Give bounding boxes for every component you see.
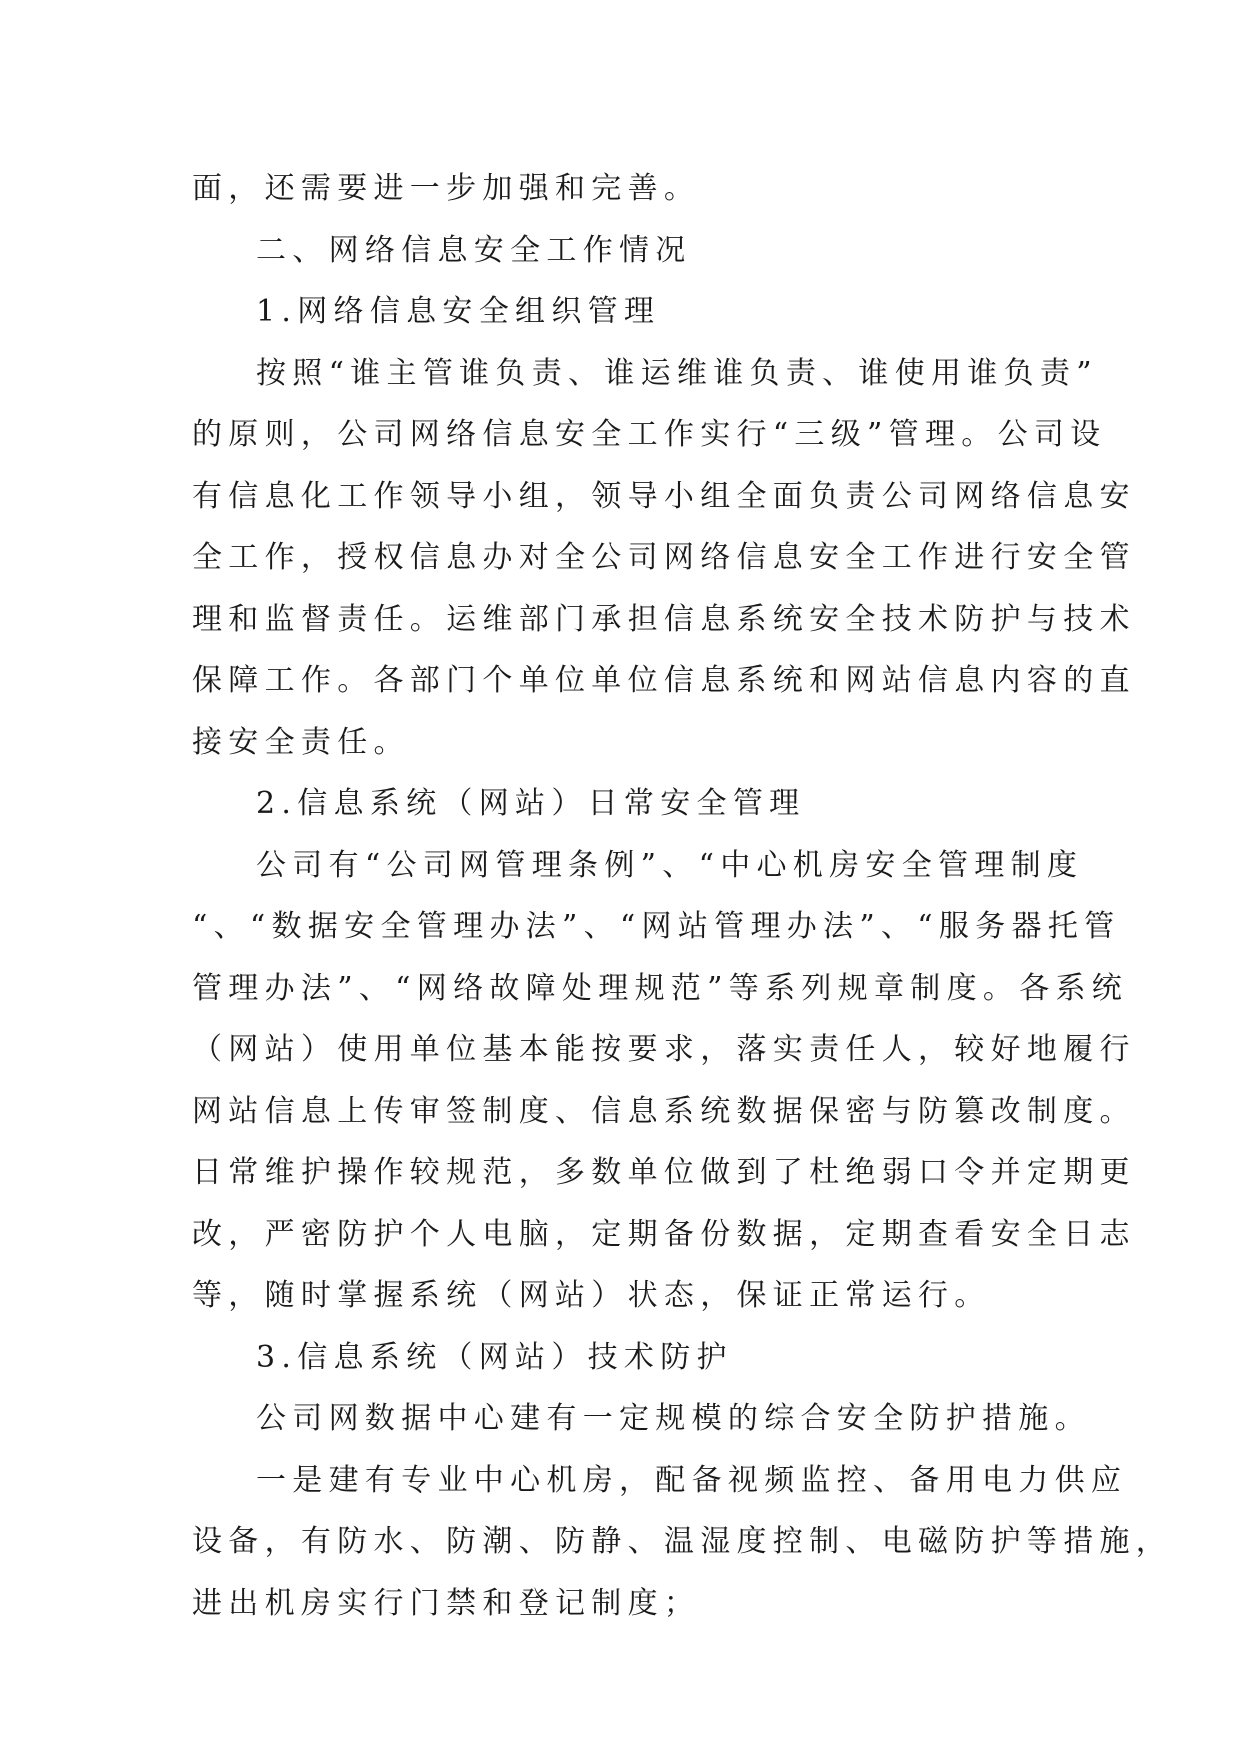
- text-line: 按照“谁主管谁负责、谁运维谁负责、谁使用谁负责”: [256, 355, 1098, 391]
- text-line: 进出机房实行门禁和登记制度；: [192, 1585, 701, 1621]
- text-line: 公司有“公司网管理条例”、“中心机房安全管理制度: [256, 847, 1084, 883]
- text-line: 日常维护操作较规范，多数单位做到了杜绝弱口令并定期更: [192, 1155, 1136, 1190]
- text-line: 的原则，公司网络信息安全工作实行“三级”管理。公司设: [192, 417, 1107, 452]
- text-line: 公司网数据中心建有一定规模的综合安全防护措施。: [256, 1401, 1091, 1436]
- text-line: 管理办法”、“网络故障处理规范”等系列规章制度。各系统: [192, 970, 1129, 1006]
- subsection-heading: 3.信息系统（网站）技术防护: [256, 1339, 733, 1375]
- text-line: “、“数据安全管理办法”、“网站管理办法”、“服务器托管: [192, 909, 1121, 944]
- subsection-heading: 1.网络信息安全组织管理: [256, 294, 661, 329]
- text-line: 全工作，授权信息办对全公司网络信息安全工作进行安全管: [192, 540, 1136, 575]
- text-line: 保障工作。各部门个单位单位信息系统和网站信息内容的直: [192, 663, 1136, 698]
- text-line: 改，严密防护个人电脑，定期备份数据，定期查看安全日志: [192, 1216, 1136, 1252]
- text-line: 一是建有专业中心机房，配备视频监控、备用电力供应: [256, 1462, 1128, 1498]
- text-line: （网站）使用单位基本能按要求，落实责任人，较好地履行: [192, 1032, 1136, 1067]
- text-line: 接安全责任。: [192, 724, 410, 760]
- text-line: 有信息化工作领导小组，领导小组全面负责公司网络信息安: [192, 478, 1136, 514]
- text-line: 理和监督责任。运维部门承担信息系统安全技术防护与技术: [192, 601, 1136, 637]
- text-line: 网站信息上传审签制度、信息系统数据保密与防篡改制度。: [192, 1093, 1136, 1129]
- section-heading: 二、网络信息安全工作情况: [256, 232, 692, 268]
- document-body: [192, 158, 1173, 1634]
- text-line: 等，随时掌握系统（网站）状态，保证正常运行。: [192, 1278, 991, 1313]
- text-line: 面，还需要进一步加强和完善。: [192, 171, 701, 206]
- text-line: 设备，有防水、防潮、防静、温湿度控制、电磁防护等措施，: [192, 1524, 1173, 1559]
- subsection-heading: 2.信息系统（网站）日常安全管理: [256, 786, 806, 821]
